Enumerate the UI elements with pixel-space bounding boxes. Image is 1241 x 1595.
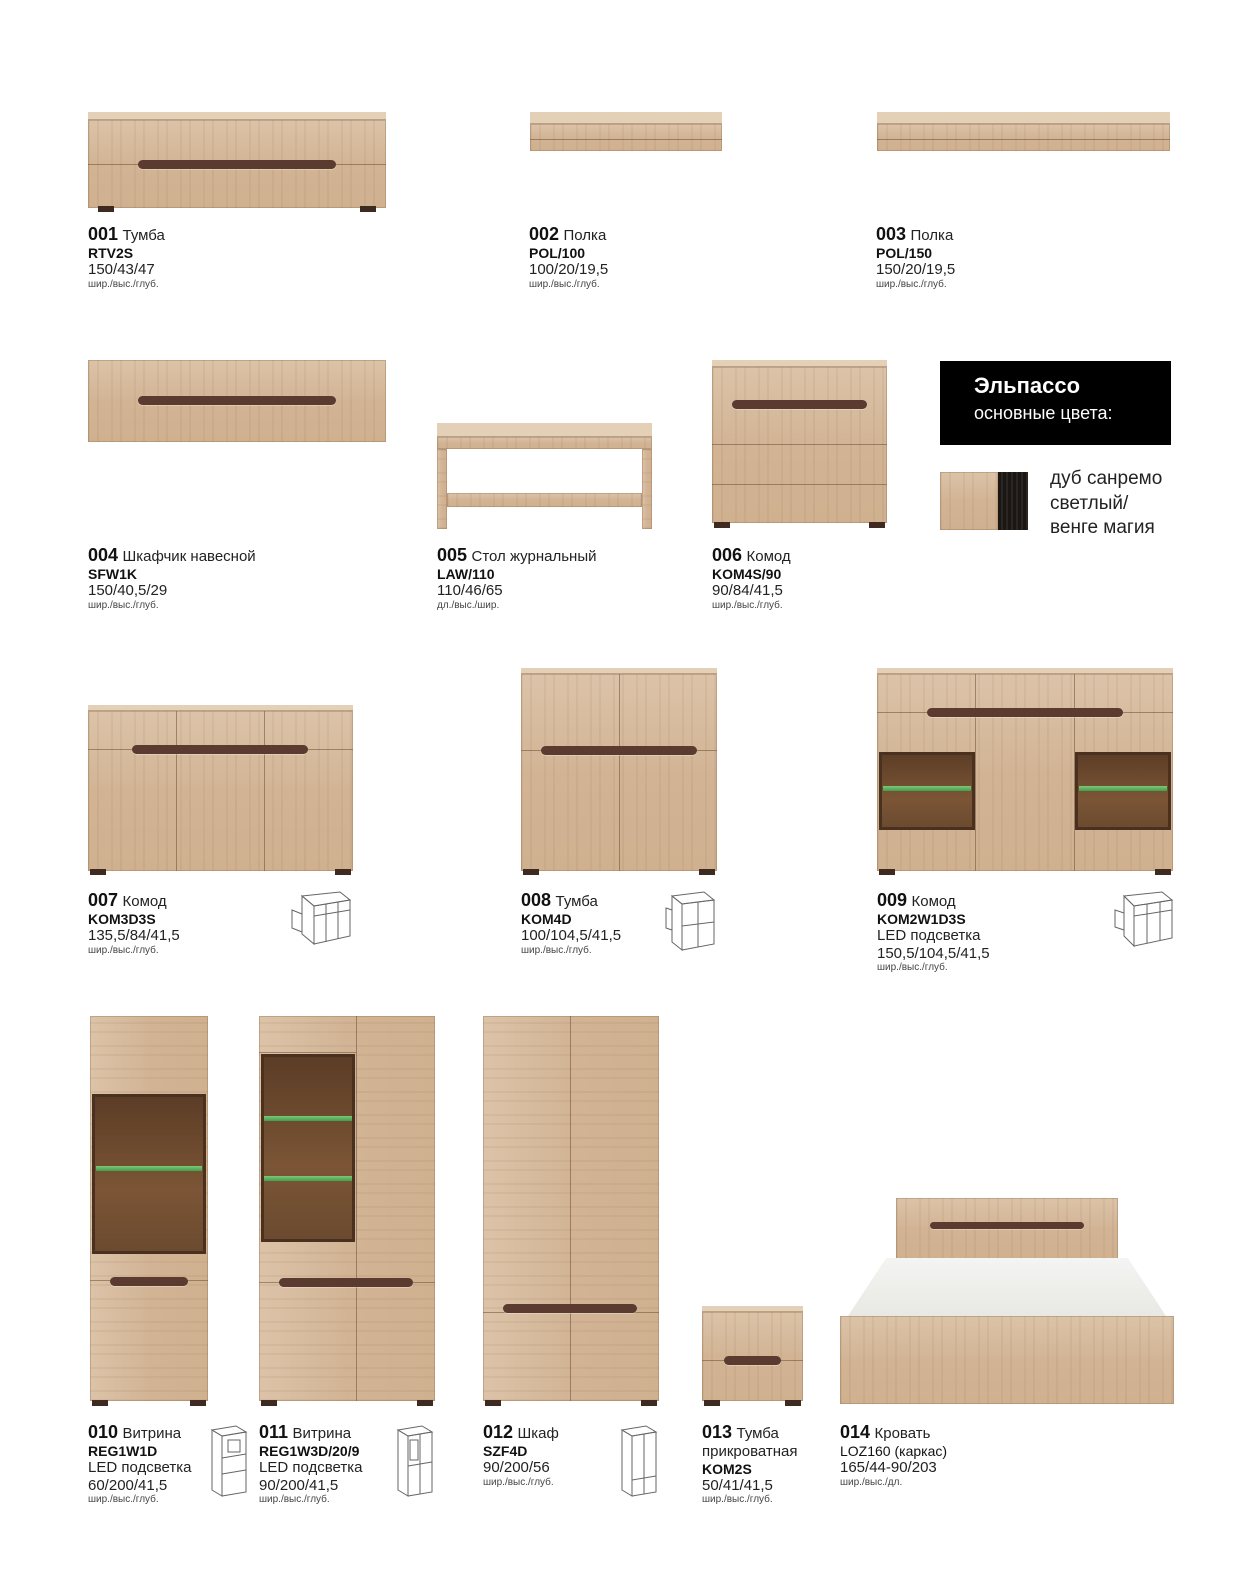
item-number: 007 — [88, 890, 119, 910]
item-dimensions: 60/200/41,5 — [88, 1476, 168, 1494]
item-dimensions: 150/40,5/29 — [88, 582, 168, 600]
product-caption-014 — [840, 1422, 947, 1488]
swatch-label — [1050, 467, 1162, 541]
item-dimensions: 150,5/104,5/41,5 — [877, 944, 990, 962]
product-caption-012 — [483, 1422, 559, 1488]
bed-frame — [840, 1316, 1174, 1404]
product-caption-013 — [702, 1422, 798, 1505]
product-image-002 — [530, 112, 722, 152]
product-caption-004 — [88, 545, 256, 611]
item-dimensions: 150/43/47 — [88, 261, 155, 279]
item-dimension-label: шир./выс./глуб. — [876, 278, 947, 290]
product-image-013 — [702, 1306, 803, 1406]
bed-headboard — [896, 1198, 1118, 1260]
item-name: Витрина — [292, 1425, 352, 1442]
item-number: 002 — [529, 224, 560, 244]
item-dimensions: 150/20/19,5 — [876, 261, 956, 279]
item-number: 010 — [88, 1422, 119, 1442]
item-name: Полка — [910, 227, 954, 244]
schematic-icon-011 — [392, 1422, 438, 1498]
product-image-008 — [521, 668, 717, 875]
item-number: 004 — [88, 545, 119, 565]
product-caption-010 — [88, 1422, 191, 1505]
collection-subtitle: основные цвета: — [974, 403, 1113, 423]
item-feature: LED подсветка — [259, 1459, 363, 1477]
product-caption-008 — [521, 890, 621, 956]
item-name: Тумба — [555, 893, 598, 910]
item-feature: LED подсветка — [877, 927, 981, 945]
schematic-icon-008 — [664, 888, 718, 954]
item-dimension-label: шир./выс./глуб. — [702, 1493, 773, 1505]
item-dimension-label: шир./выс./глуб. — [712, 599, 783, 611]
swatch-label-line-3: венге магия — [1050, 517, 1155, 539]
product-caption-011 — [259, 1422, 362, 1505]
color-swatch — [940, 472, 1028, 530]
item-name: Комод — [122, 893, 167, 910]
schematic-icon-010 — [206, 1422, 252, 1498]
item-code: KOM4D — [521, 911, 572, 928]
product-image-010 — [90, 1016, 208, 1406]
item-dimension-label: шир./выс./глуб. — [521, 944, 592, 956]
item-dimension-label: шир./выс./дл. — [840, 1476, 903, 1488]
product-image-005 — [437, 423, 652, 531]
product-caption-001 — [88, 224, 165, 290]
item-code: REG1W3D/20/9 — [259, 1443, 360, 1460]
item-dimension-label: шир./выс./глуб. — [877, 961, 948, 973]
item-code: LAW/110 — [437, 566, 495, 583]
item-name: Шкаф — [517, 1425, 559, 1442]
product-image-004 — [88, 360, 386, 442]
item-code: KOM4S/90 — [712, 566, 782, 583]
item-code: RTV2S — [88, 245, 134, 262]
product-caption-003 — [876, 224, 955, 290]
item-name: Тумба — [122, 227, 165, 244]
item-dimension-label: шир./выс./глуб. — [88, 1493, 159, 1505]
swatch-label-line-1: дуб санремо — [1050, 468, 1163, 489]
item-name: Кровать — [874, 1425, 931, 1442]
product-caption-006 — [712, 545, 791, 611]
item-dimension-label: шир./выс./глуб. — [88, 599, 159, 611]
item-dimension-label: шир./выс./глуб. — [88, 278, 159, 290]
item-dimension-label: шир./выс./глуб. — [259, 1493, 330, 1505]
item-name: Витрина — [122, 1425, 182, 1442]
item-code: LOZ160 (каркас) — [840, 1443, 948, 1460]
product-caption-002 — [529, 224, 608, 290]
item-dimensions: 135,5/84/41,5 — [88, 927, 180, 945]
schematic-icon-009 — [1112, 888, 1176, 952]
item-name: Стол журнальный — [471, 548, 597, 565]
item-code: REG1W1D — [88, 1443, 158, 1460]
product-image-003 — [877, 112, 1170, 152]
item-number: 005 — [437, 545, 468, 565]
item-number: 006 — [712, 545, 743, 565]
item-code: POL/150 — [876, 245, 933, 262]
collection-legend — [940, 361, 1171, 445]
item-dimensions: 165/44-90/203 — [840, 1459, 937, 1477]
product-image-001 — [88, 112, 386, 212]
item-number: 008 — [521, 890, 552, 910]
product-caption-009 — [877, 890, 990, 973]
swatch-oak-sanremo — [940, 472, 998, 530]
item-code: KOM3D3S — [88, 911, 156, 928]
item-dimensions: 90/200/41,5 — [259, 1476, 339, 1494]
item-code: KOM2S — [702, 1460, 752, 1477]
item-dimension-label: дл./выс./шир. — [437, 599, 500, 611]
product-image-009 — [877, 668, 1173, 875]
item-name: Тумба — [736, 1425, 779, 1442]
swatch-label-line-2: светлый/ — [1050, 492, 1129, 514]
item-code: KOM2W1D3S — [877, 911, 966, 928]
item-dimensions: 90/84/41,5 — [712, 582, 783, 600]
item-name: Шкафчик навесной — [122, 548, 256, 565]
product-caption-005 — [437, 545, 596, 611]
product-image-014 — [840, 1198, 1174, 1406]
item-code: SFW1K — [88, 566, 137, 583]
item-dimensions: 110/46/65 — [437, 582, 503, 600]
schematic-icon-007 — [288, 888, 354, 952]
product-image-007 — [88, 705, 353, 875]
item-name: Комод — [746, 548, 791, 565]
item-dimensions: 50/41/41,5 — [702, 1476, 773, 1494]
item-number: 014 — [840, 1422, 871, 1442]
item-dimensions: 100/20/19,5 — [529, 261, 609, 279]
item-number: 001 — [88, 224, 119, 244]
product-caption-007 — [88, 890, 180, 956]
schematic-icon-012 — [616, 1422, 662, 1498]
item-dimensions: 90/200/56 — [483, 1459, 550, 1477]
item-number: 012 — [483, 1422, 514, 1442]
item-feature: LED подсветка — [88, 1459, 192, 1477]
collection-title: Эльпассо — [974, 373, 1081, 398]
item-dimension-label: шир./выс./глуб. — [483, 1476, 554, 1488]
item-dimension-label: шир./выс./глуб. — [88, 944, 159, 956]
swatch-wenge-magia — [998, 472, 1028, 530]
item-number: 003 — [876, 224, 907, 244]
product-image-006 — [712, 360, 887, 528]
item-number: 013 — [702, 1422, 733, 1442]
item-code: POL/100 — [529, 245, 586, 262]
item-code: SZF4D — [483, 1443, 528, 1460]
item-number: 009 — [877, 890, 908, 910]
item-name: Комод — [911, 893, 956, 910]
product-image-012 — [483, 1016, 659, 1406]
item-number: 011 — [259, 1422, 289, 1442]
item-name: Полка — [563, 227, 607, 244]
item-dimension-label: шир./выс./глуб. — [529, 278, 600, 290]
item-name-line-2: прикроватная — [702, 1443, 798, 1461]
bed-mattress — [848, 1258, 1166, 1316]
product-image-011 — [259, 1016, 435, 1406]
item-dimensions: 100/104,5/41,5 — [521, 927, 622, 945]
